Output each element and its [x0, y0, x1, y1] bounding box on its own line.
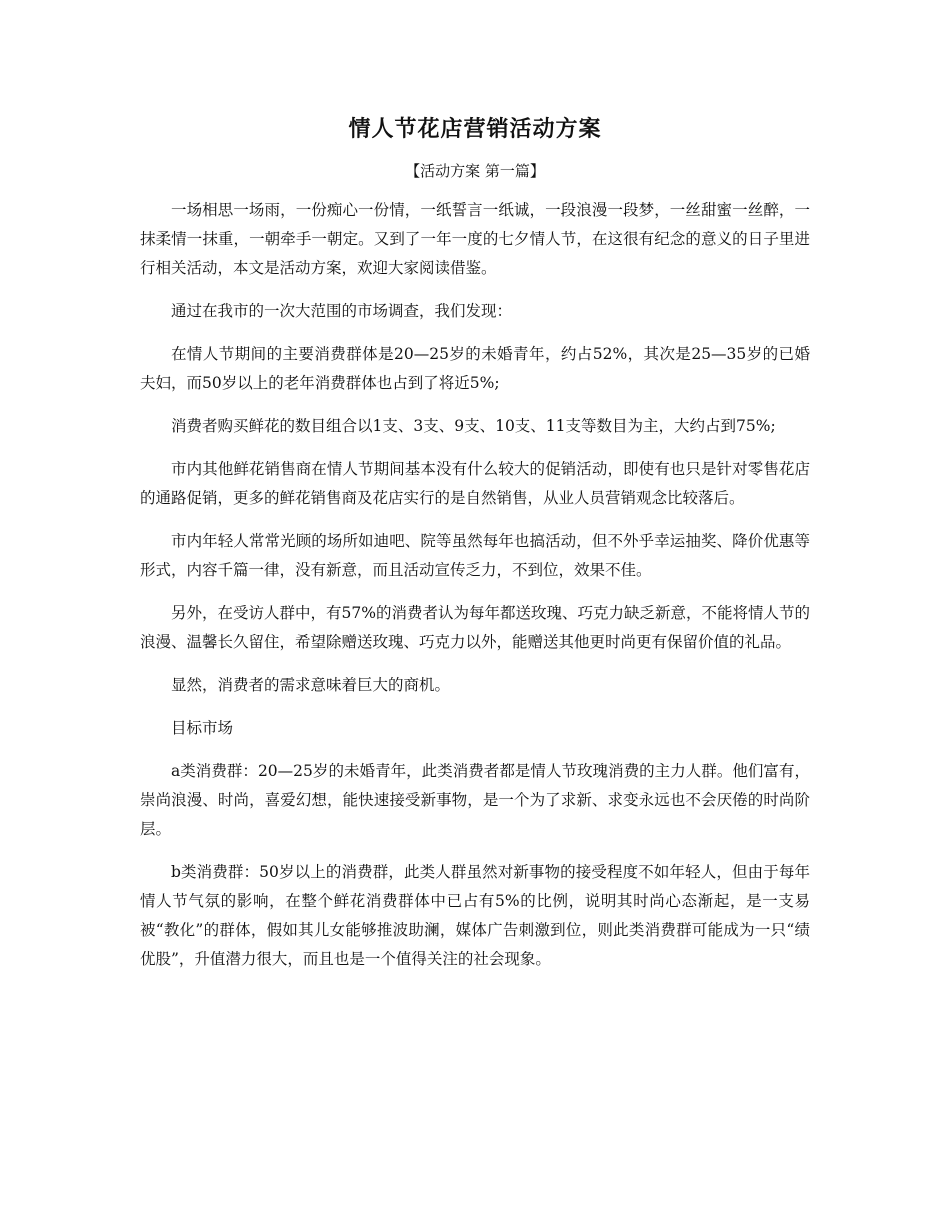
- document-subtitle: 【活动方案 第一篇】: [405, 162, 545, 180]
- section-heading: 目标市场: [171, 719, 234, 737]
- paragraph: 显然，消费者的需求意味着巨大的商机。: [171, 676, 451, 694]
- document-body: [140, 196, 810, 988]
- paragraph: 另外，在受访人群中，有57%的消费者认为每年都送玫瑰、巧克力缺乏新意，不能将情人节的浪漫、温馨长久留住，希望除赠送玫瑰、巧克力以外，能赠送其他更时尚更有保留价值的礼品。: [140, 604, 810, 651]
- paragraph: b类消费群：50岁以上的消费群，此类人群虽然对新事物的接受程度不如年轻人，但由于每年情人节气氛的影响，在整个鲜花消费群体中已占有5%的比例，说明其时尚心态渐起，是一支易被“教化”的群体，假如其儿女能够推波助澜，媒体广告刺激到位，则此类消费群可能成为一只“绩优股”，升值潜力很大，而且也是一个值得关注的社会现象。: [140, 863, 810, 968]
- paragraph: 在情人节期间的主要消费群体是20—25岁的未婚青年，约占52%，其次是25—35岁的已婚夫妇，而50岁以上的老年消费群体也占到了将近5%;: [140, 345, 810, 392]
- paragraph: 市内年轻人常常光顾的场所如迪吧、院等虽然每年也搞活动，但不外乎幸运抽奖、降价优惠等形式，内容千篇一律，没有新意，而且活动宣传乏力，不到位，效果不佳。: [140, 532, 810, 579]
- paragraph: 通过在我市的一次大范围的市场调查，我们发现：: [171, 302, 513, 320]
- paragraph: 消费者购买鲜花的数目组合以1支、3支、9支、10支、11支等数目为主，大约占到75%;: [171, 417, 776, 435]
- paragraph: 市内其他鲜花销售商在情人节期间基本没有什么较大的促销活动，即使有也只是针对零售花店的通路促销，更多的鲜花销售商及花店实行的是自然销售，从业人员营销观念比较落后。: [140, 460, 810, 507]
- paragraph: a类消费群：20—25岁的未婚青年，此类消费者都是情人节玫瑰消费的主力人群。他们富有，崇尚浪漫、时尚，喜爱幻想，能快速接受新事物，是一个为了求新、求变永远也不会厌倦的时尚阶层。: [140, 762, 810, 838]
- paragraph: 一场相思一场雨，一份痴心一份情，一纸誓言一纸诚，一段浪漫一段梦，一丝甜蜜一丝醉，一抹柔情一抹重，一朝牵手一朝定。又到了一年一度的七夕情人节，在这很有纪念的意义的日子里进行相关活动，本文是活动方案，欢迎大家阅读借鉴。: [140, 201, 810, 277]
- document-title: 情人节花店营销活动方案: [348, 116, 602, 142]
